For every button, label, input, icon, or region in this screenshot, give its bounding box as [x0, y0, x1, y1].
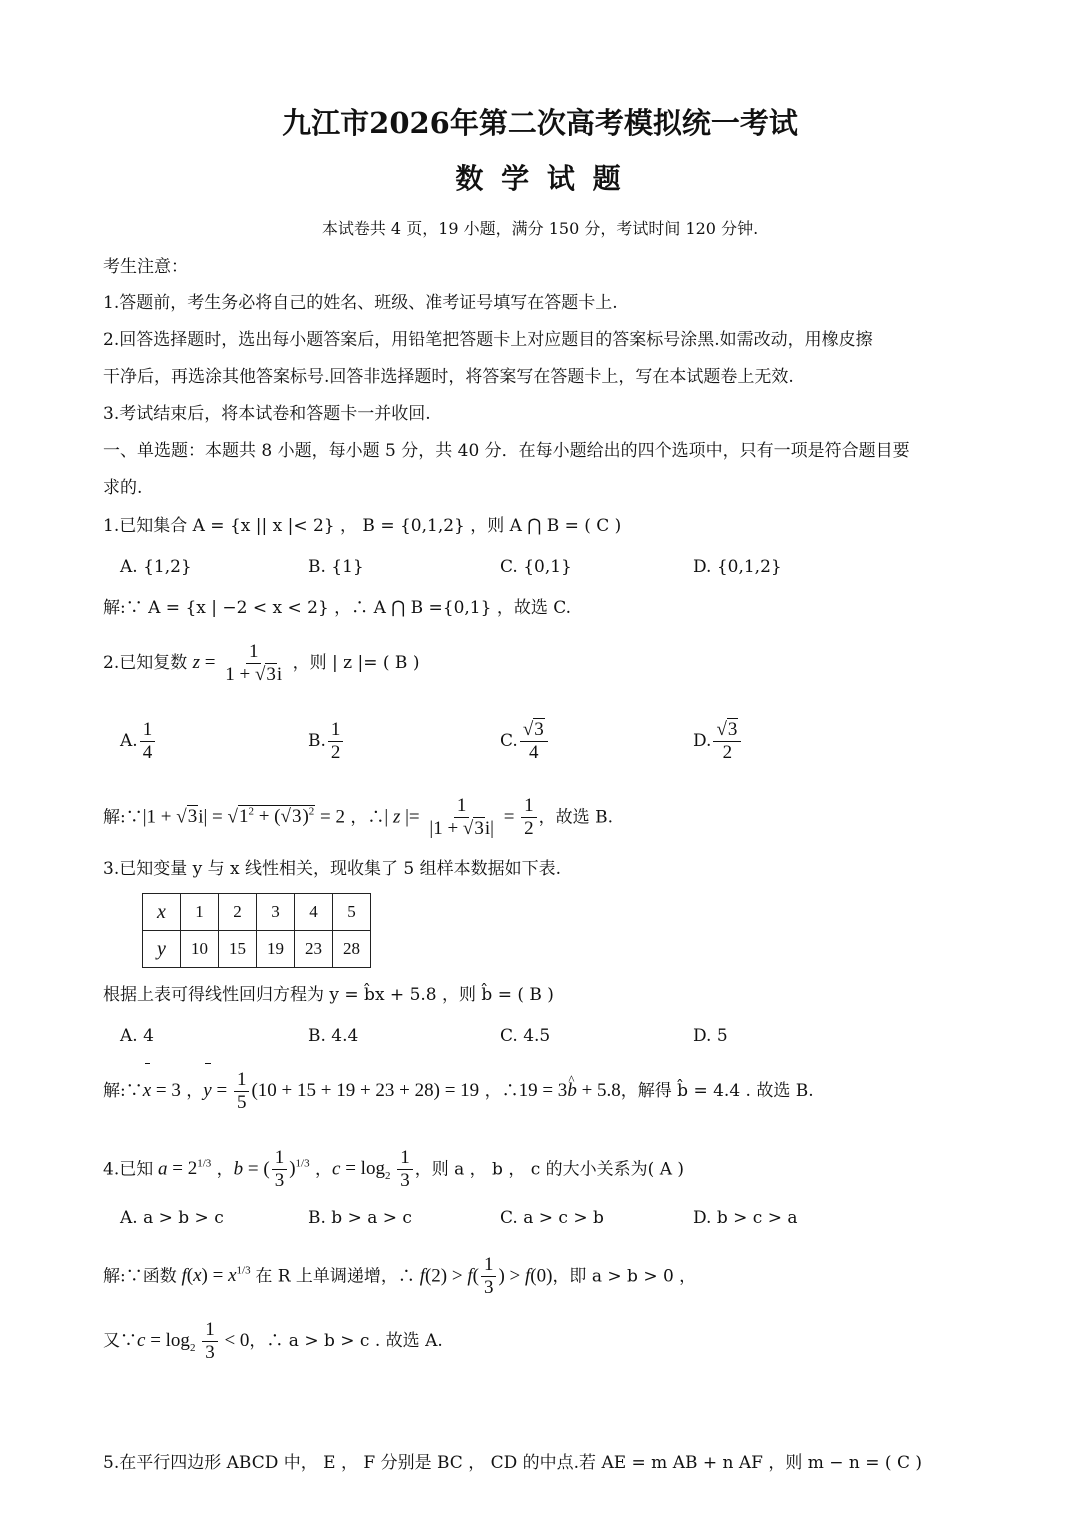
table-cell: 23	[295, 931, 333, 968]
table-cell: 10	[181, 931, 219, 968]
table-cell: 19	[257, 931, 295, 968]
q1-option-c: C. {0,1}	[500, 557, 572, 577]
q3-question: 根据上表可得线性回归方程为 y = b̂x + 5.8 ，则 b̂ = ( B )	[103, 985, 554, 1005]
q3-solution: 解:∵x = 3 ，y = $\frac{1}{5}$ (10 + 15 + 19 + 23 + 28) = 19 ，∴19 = 3^ b + 5.8，解得 b̂ = 4.4 . 故选 B.	[103, 1066, 814, 1116]
q4-option-c: C. a > c > b	[500, 1208, 604, 1228]
section-heading-a: 一、单选题：本题共 8 小题，每小题 5 分，共 40 分．在每小题给出的四个选项中，只有一项是符合题目要	[103, 441, 910, 461]
exam-title: 九江市2026年第二次高考模拟统一考试	[282, 106, 798, 140]
table-cell: 3	[257, 894, 295, 931]
table-cell: 2	[219, 894, 257, 931]
q2-option-c: C. $\frac{√3}{4}$	[500, 716, 550, 766]
q3-option-b: B. 4.4	[308, 1026, 359, 1046]
q1-option-d: D. {0,1,2}	[693, 557, 782, 577]
q3-option-c: C. 4.5	[500, 1026, 551, 1046]
q4-option-b: B. b > a > c	[308, 1208, 412, 1228]
q4-solution-2: 又∵c = $\log_2$ $\frac{1}{3}$ < 0，∴ a > b > c . 故选 A.	[103, 1319, 443, 1363]
table-cell: 15	[219, 931, 257, 968]
q2-option-a: A. $\frac{1}{4}$	[120, 716, 157, 766]
q1-option-a: A. {1,2}	[120, 557, 192, 577]
q2-solution: 解:∵|1 + $√3i| = √1^2 + (√3)^2 = 2$ ，∴| z |= $\frac{1}{|1 + √3i|}$ = $\frac{1}{2}$ ，故选 B.	[103, 795, 613, 840]
section-heading-b: 求的.	[103, 478, 143, 498]
table-cell: x	[143, 894, 181, 931]
q3-stem: 3.已知变量 y 与 x 线性相关，现收集了 5 组样本数据如下表.	[103, 859, 562, 879]
table-cell: 4	[295, 894, 333, 931]
exam-meta: 本试卷共 4 页，19 小题，满分 150 分，考试时间 120 分钟.	[321, 219, 759, 238]
q2-stem: 2.已知复数 z = $\frac{1}{1 + √3i}$ ，则 | z |= ( B )	[103, 641, 420, 685]
q2-option-d: D. $\frac{√3}{2}$	[693, 716, 743, 766]
q1-stem: 1.已知集合 A = {x || x |< 2} ， B = {0,1,2} ，则 A ⋂ B = ( C )	[103, 516, 622, 536]
notice-heading: 考生注意：	[103, 257, 188, 277]
table-cell: 1	[181, 894, 219, 931]
q2-stem-suffix: ，则 | z |= ( B )	[292, 653, 420, 673]
table-row	[143, 931, 371, 968]
q2-fraction: $\frac{1}{1 + √3i}$	[225, 641, 283, 685]
q4-option-a: A. a > b > c	[120, 1208, 224, 1228]
q1-solution: 解:∵ A = {x | −2 < x < 2} ，∴ A ⋂ B ={0,1} ，故选 C.	[103, 598, 572, 618]
q3-option-d: D. 5	[693, 1026, 728, 1046]
q3-option-a: A. 4	[120, 1026, 154, 1046]
notice-item-1: 1.答题前，考生务必将自己的姓名、班级、准考证号填写在答题卡上.	[103, 293, 618, 313]
q5-stem: 5.在平行四边形 ABCD 中， E ， F 分别是 BC ， CD 的中点.若 AE = m AB + n AF ，则 m − n = ( C )	[103, 1453, 923, 1473]
q4-solution-1: 解:∵函数 $f(x) = x^{1/3}$ 在 R 上单调递增，∴ f(2) > f( $\frac{1}{3}$ ) > f(0)，即 a > b > 0 ，	[103, 1254, 697, 1299]
notice-item-2a: 2.回答选择题时，选出每小题答案后，用铅笔把答题卡上对应题目的答案标号涂黑.如需改动，用橡皮擦	[103, 330, 873, 350]
q1-option-b: B. {1}	[308, 557, 364, 577]
q2-option-b: B. $\frac{1}{2}$	[308, 716, 345, 766]
q2-stem-prefix: 2.已知复数	[103, 653, 188, 673]
data-table	[142, 893, 371, 968]
q4-stem: 4.已知 $a = 2^{1/3}$ ，b = ( $\frac{1}{3}$ )$^{1/3}$ ，$c = \log_2$ $\frac{1}{3}$ ，则 a ， b ， c 的大小关系为( A )	[103, 1147, 685, 1192]
table-cell: 28	[333, 931, 371, 968]
q4-option-d: D. b > c > a	[693, 1208, 798, 1228]
table-cell: 5	[333, 894, 371, 931]
notice-item-3: 3.考试结束后，将本试卷和答题卡一并收回.	[103, 404, 431, 424]
subject-title: 数 学 试 题	[455, 162, 625, 195]
table-row	[143, 894, 371, 931]
table-cell: y	[143, 931, 181, 968]
notice-item-2b: 干净后，再选涂其他答案标号.回答非选择题时，将答案写在答题卡上，写在本试题卷上无效.	[103, 367, 794, 387]
